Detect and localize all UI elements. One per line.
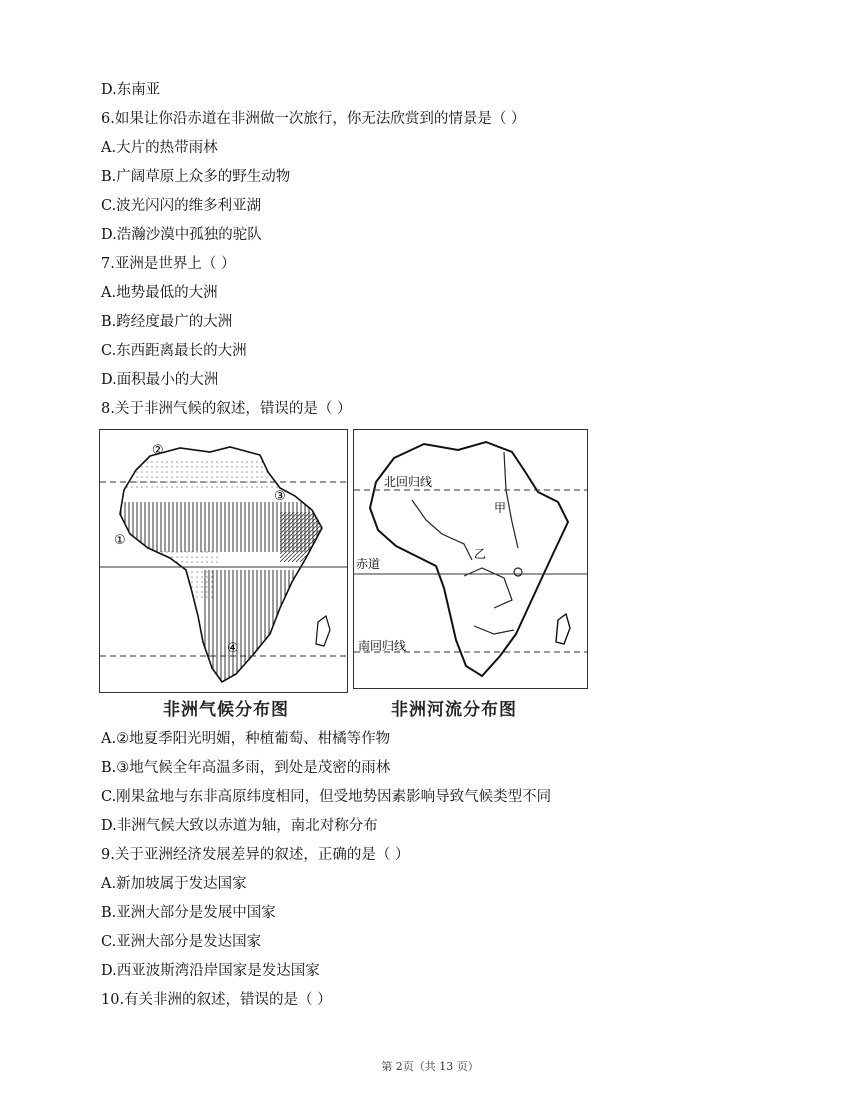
q6-option-b: B.广阔草原上众多的野生动物 (101, 169, 291, 185)
label-yi: 乙 (474, 547, 487, 561)
q6-option-a: A.大片的热带雨林 (101, 140, 218, 156)
africa-maps-figure (99, 429, 589, 719)
question-10: 10.有关非洲的叙述，错误的是（ ） (101, 992, 332, 1008)
q6-option-c: C.波光闪闪的维多利亚湖 (101, 198, 262, 214)
marker-4: ④ (227, 641, 239, 656)
label-jia: 甲 (494, 501, 507, 515)
q7-option-c: C.东西距离最长的大洲 (101, 343, 247, 359)
page-footer: 第 2页（共 13 页） (381, 1060, 479, 1073)
africa-climate-map-drawing (100, 430, 347, 692)
option-d-southeast-asia: D.东南亚 (101, 82, 161, 98)
label-tropic-north: 北回归线 (384, 475, 433, 489)
africa-climate-map (99, 429, 348, 693)
q8-option-d: D.非洲气候大致以赤道为轴，南北对称分布 (101, 818, 378, 834)
caption-climate-map: 非洲气候分布图 (163, 700, 289, 720)
caption-river-map: 非洲河流分布图 (391, 700, 517, 720)
q9-option-c: C.亚洲大部分是发达国家 (101, 934, 262, 950)
label-tropic-south: 南回归线 (358, 639, 407, 653)
marker-3: ③ (274, 489, 286, 504)
question-9: 9.关于亚洲经济发展差异的叙述，正确的是（ ） (101, 847, 410, 863)
marker-2: ② (152, 443, 164, 458)
q7-option-a: A.地势最低的大洲 (101, 285, 218, 301)
marker-1: ① (114, 533, 126, 548)
question-6: 6.如果让你沿赤道在非洲做一次旅行，你无法欣赏到的情景是（ ） (101, 111, 526, 127)
africa-rivers-map (353, 429, 588, 689)
q7-option-b: B.跨经度最广的大洲 (101, 314, 233, 330)
q6-option-d: D.浩瀚沙漠中孤独的驼队 (101, 227, 262, 243)
q9-option-a: A.新加坡属于发达国家 (101, 876, 247, 892)
q8-option-c: C.刚果盆地与东非高原纬度相同，但受地势因素影响导致气候类型不同 (101, 789, 552, 805)
q9-option-d: D.西亚波斯湾沿岸国家是发达国家 (101, 963, 320, 979)
q8-option-a: A.②地夏季阳光明媚，种植葡萄、柑橘等作物 (101, 731, 391, 747)
question-8: 8.关于非洲气候的叙述，错误的是（ ） (101, 401, 352, 417)
africa-rivers-map-drawing (354, 430, 587, 688)
q7-option-d: D.面积最小的大洲 (101, 372, 219, 388)
question-7: 7.亚洲是世界上（ ） (101, 256, 236, 272)
label-equator: 赤道 (356, 557, 381, 571)
q8-option-b: B.③地气候全年高温多雨，到处是茂密的雨林 (101, 760, 391, 776)
q9-option-b: B.亚洲大部分是发展中国家 (101, 905, 276, 921)
